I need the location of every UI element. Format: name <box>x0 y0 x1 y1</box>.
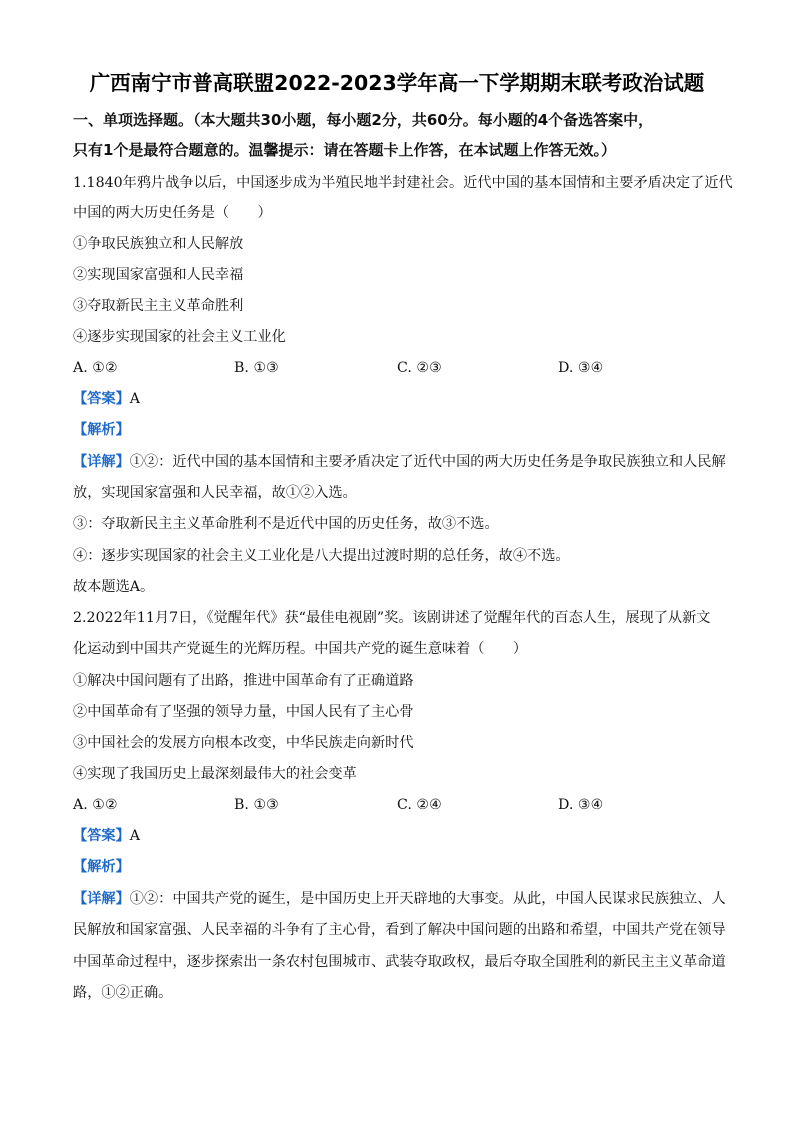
q2-option-d: D. ③④ <box>558 797 604 813</box>
q2-detail-text-1: ①②：中国共产党的诞生，是中国历史上开天辟地的大事变。从此，中国人民谋求民族独立、人 <box>129 891 726 907</box>
q1-detail-line-1 <box>73 452 726 472</box>
q1-conclusion: 故本题选A。 <box>73 579 155 595</box>
q2-item-4: ④实现了我国历史上最深刻最伟大的社会变革 <box>73 766 357 782</box>
section-heading-line-1: 一、单项选择题。（本大题共30小题，每小题2分，共60分。每小题的4个备选答案中， <box>73 111 654 129</box>
q1-detail-line-2: 放，实现国家富强和人民幸福，故①②入选。 <box>73 485 357 501</box>
q1-detail-tag: 【详解】 <box>73 454 130 470</box>
q2-answer <box>73 826 140 846</box>
q2-option-c: C. ②④ <box>397 797 442 813</box>
q2-detail-line-3: 中国革命过程中，逐步探索出一条农村包围城市、武装夺取政权，最后夺取全国胜利的新民主主义革命道 <box>73 954 726 970</box>
q1-stem-line-1: 1.1840年鸦片战争以后，中国逐步成为半殖民地半封建社会。近代中国的基本国情和主要矛盾决定了近代 <box>73 175 733 191</box>
q1-answer <box>73 389 140 409</box>
q1-stem-line-2: 中国的两大历史任务是（ ） <box>73 205 272 221</box>
q1-answer-tag: 【答案】 <box>73 391 130 407</box>
q2-item-1: ①解决中国问题有了出路，推进中国革命有了正确道路 <box>73 673 414 689</box>
q2-option-b: B. ①③ <box>234 797 279 813</box>
q2-stem-line-1: 2.2022年11月7日，《觉醒年代》获“最佳电视剧”奖。该剧讲述了觉醒年代的百态人生，展现了从新文 <box>73 610 711 626</box>
q2-detail-line-2: 民解放和国家富强、人民幸福的斗争有了主心骨，看到了解决中国问题的出路和希望，中国共产党在领导 <box>73 922 726 938</box>
q1-analysis <box>73 420 130 440</box>
q2-detail-line-4: 路，①②正确。 <box>73 985 173 1001</box>
q2-analysis-tag: 【解析】 <box>73 859 130 875</box>
q1-option-d: D. ③④ <box>558 360 604 376</box>
q1-item-4: ④逐步实现国家的社会主义工业化 <box>73 329 286 345</box>
q2-detail-tag: 【详解】 <box>73 891 130 907</box>
q1-answer-value: A <box>129 391 141 407</box>
q2-answer-value: A <box>129 828 141 844</box>
q1-analysis-tag: 【解析】 <box>73 422 130 438</box>
q2-detail-line-1 <box>73 889 726 909</box>
q1-detail-text-1: ①②：近代中国的基本国情和主要矛盾决定了近代中国的两大历史任务是争取民族独立和人民解 <box>129 454 726 470</box>
q1-item-3: ③夺取新民主主义革命胜利 <box>73 298 244 314</box>
q1-option-a: A. ①② <box>73 360 118 376</box>
q1-option-c: C. ②③ <box>397 360 442 376</box>
page-title: 广西南宁市普高联盟2022-2023学年高一下学期期末联考政治试题 <box>89 71 705 95</box>
q2-option-a: A. ①② <box>73 797 118 813</box>
q1-detail-line-3: ③：夺取新民主主义革命胜利不是近代中国的历史任务，故③不选。 <box>73 516 499 532</box>
q2-analysis <box>73 857 130 877</box>
q1-item-2: ②实现国家富强和人民幸福 <box>73 267 244 283</box>
q1-detail-line-4: ④：逐步实现国家的社会主义工业化是八大提出过渡时期的总任务，故④不选。 <box>73 548 570 564</box>
q2-answer-tag: 【答案】 <box>73 828 130 844</box>
q2-item-3: ③中国社会的发展方向根本改变，中华民族走向新时代 <box>73 735 414 751</box>
section-heading-line-2: 只有1个是最符合题意的。温馨提示：请在答题卡上作答，在本试题上作答无效。） <box>73 141 616 159</box>
q1-item-1: ①争取民族独立和人民解放 <box>73 236 244 252</box>
q2-item-2: ②中国革命有了坚强的领导力量，中国人民有了主心骨 <box>73 704 414 720</box>
q1-option-b: B. ①③ <box>234 360 279 376</box>
q2-stem-line-2: 化运动到中国共产党诞生的光辉历程。中国共产党的诞生意味着（ ） <box>73 641 528 657</box>
